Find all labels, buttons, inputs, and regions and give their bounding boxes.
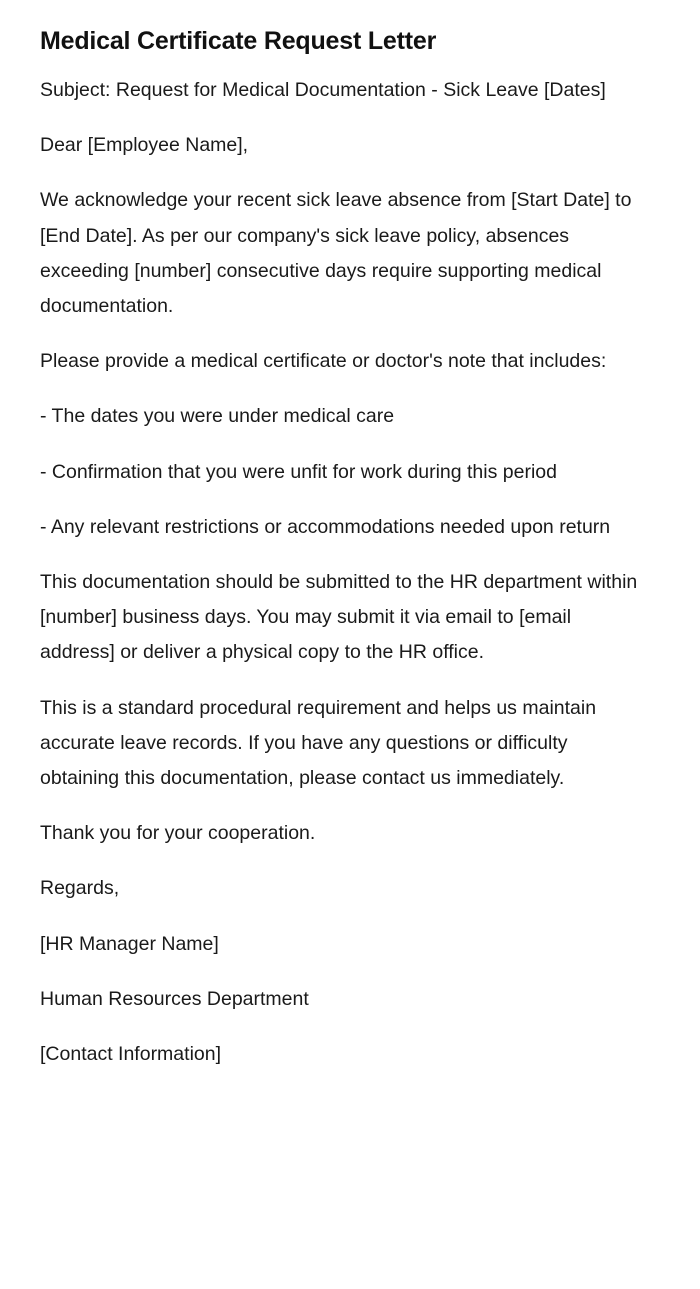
list-item: - Confirmation that you were unfit for work during this period: [40, 460, 557, 483]
letter-title: Medical Certificate Request Letter: [40, 27, 437, 55]
signer-name: [HR Manager Name]: [40, 932, 219, 955]
department-name: Human Resources Department: [40, 987, 309, 1010]
intro-paragraph: We acknowledge your recent sick leave absence from [Start Date] to [End Date]. As per our company's sick leave policy, absences exceeding [number] consecutive days require supporting medical documentation.: [40, 189, 632, 318]
subject-line: Subject: Request for Medical Documentation - Sick Leave [Dates]: [40, 79, 606, 101]
contact-information: [Contact Information]: [40, 1043, 222, 1066]
closing-line: Regards,: [40, 877, 120, 900]
salutation: Dear [Employee Name],: [40, 134, 249, 157]
list-item: - Any relevant restrictions or accommodations needed upon return: [40, 515, 611, 538]
thanks-line: Thank you for your cooperation.: [40, 822, 316, 845]
note-paragraph: This is a standard procedural requirement and helps us maintain accurate leave records. If you have any questions or difficulty obtaining this documentation, please contact us immediately.: [40, 696, 597, 790]
submission-paragraph: This documentation should be submitted to the HR department within [number] business days. You may submit it via email to [email address] or deliver a physical copy to the HR office.: [40, 571, 638, 664]
list-item: - The dates you were under medical care: [40, 405, 395, 428]
request-paragraph: Please provide a medical certificate or doctor's note that includes:: [40, 350, 607, 373]
